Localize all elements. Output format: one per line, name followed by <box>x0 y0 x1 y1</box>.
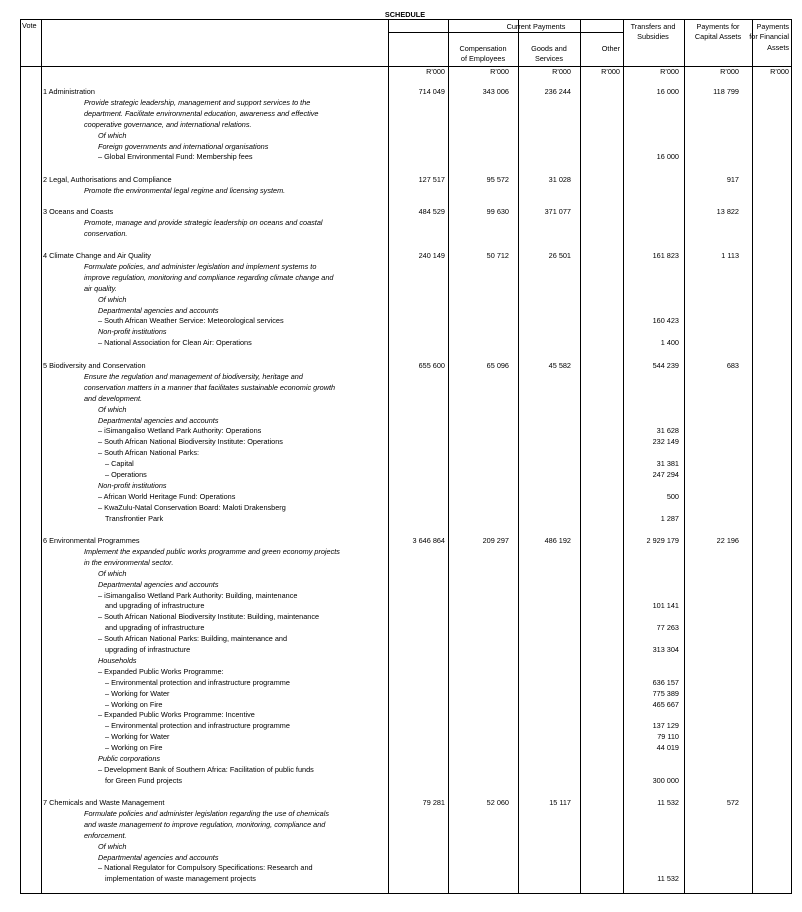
compensation-value: 343 006 <box>482 87 509 96</box>
detail-line: – iSimangaliso Wetland Park Authority: Operations <box>98 426 262 436</box>
compensation-value: 99 630 <box>486 207 509 216</box>
vote-total: 127 517 <box>418 175 445 184</box>
unit-label: R'000 <box>720 67 739 76</box>
vote-purpose: Implement the expanded public works programme and green economy projects <box>84 546 340 556</box>
unit-label: R'000 <box>552 67 571 76</box>
vote-name: 1 Administration <box>43 87 95 96</box>
vote-total: 655 600 <box>418 361 445 370</box>
detail-value: 16 000 <box>656 152 679 162</box>
detail-line: Departmental agencies and accounts <box>98 579 219 589</box>
goods-value: 26 501 <box>548 251 571 260</box>
vote-purpose: enforcement. <box>84 830 127 840</box>
vote-total: 79 281 <box>422 798 445 807</box>
detail-line: Of which <box>98 294 127 304</box>
detail-line: – KwaZulu-Natal Conservation Board: Maloti Drakensberg <box>98 502 286 512</box>
transfers-header: Transfers and <box>630 22 676 31</box>
detail-line: – Working for Water <box>105 688 170 698</box>
compensation-value: 52 060 <box>486 798 509 807</box>
capital-value: 118 799 <box>713 87 739 96</box>
detail-line: – Expanded Public Works Programme: <box>98 666 224 676</box>
transfers-value: 2 929 179 <box>646 536 679 545</box>
vote-purpose: Promote, manage and provide strategic leadership on oceans and coastal <box>84 217 323 227</box>
unit-label: R'000 <box>601 67 620 76</box>
vote-total: 484 529 <box>418 207 445 216</box>
financial-header: Payments <box>756 22 789 31</box>
detail-value: 1 287 <box>660 513 679 523</box>
unit-label: R'000 <box>490 67 509 76</box>
compensation-value: 209 297 <box>482 536 509 545</box>
detail-line: – South African National Biodiversity Institute: Operations <box>98 437 283 447</box>
column-divider-1 <box>41 19 42 893</box>
vote-name: 3 Oceans and Coasts <box>43 207 114 216</box>
capital-header: Payments for <box>696 22 740 31</box>
vote-purpose: and development. <box>84 393 143 403</box>
schedule-title: SCHEDULE <box>384 10 426 19</box>
detail-line: – South African National Parks: Building, maintenance and <box>98 634 288 644</box>
vote-name: 4 Climate Change and Air Quality <box>43 251 151 260</box>
detail-line: and upgrading of infrastructure <box>105 601 205 611</box>
column-divider-6 <box>623 19 624 893</box>
detail-line: Departmental agencies and accounts <box>98 415 219 425</box>
vote-purpose: and waste management to improve regulation, monitoring, compliance and <box>84 819 326 829</box>
goods-value: 371 077 <box>544 207 571 216</box>
detail-line: – National Association for Clean Air: Operations <box>98 338 252 348</box>
detail-value: 160 423 <box>652 316 679 326</box>
capital-value: 917 <box>726 175 739 184</box>
capital-value: 572 <box>726 798 739 807</box>
goods-value: 45 582 <box>548 361 571 370</box>
detail-value: 247 294 <box>652 470 679 479</box>
vote-purpose: department. Facilitate environmental education, awareness and effective <box>84 108 319 118</box>
detail-line: – Expanded Public Works Programme: Incentive <box>98 710 255 720</box>
detail-value: 44 019 <box>656 743 679 753</box>
detail-value: 31 381 <box>656 459 679 469</box>
detail-line: Of which <box>98 404 127 414</box>
vote-name: 7 Chemicals and Waste Management <box>43 798 165 807</box>
detail-value: 11 532 <box>657 874 679 884</box>
vote-name: 5 Biodiversity and Conservation <box>43 361 146 370</box>
column-divider-8 <box>752 19 753 893</box>
goods-header: Goods and <box>531 44 567 53</box>
detail-line: Non-profit institutions <box>98 480 167 490</box>
unit-label: R'000 <box>770 67 789 76</box>
column-divider-2 <box>388 19 389 893</box>
column-divider-0 <box>20 19 21 893</box>
detail-value: 137 129 <box>652 721 679 731</box>
vote-purpose: conservation. <box>84 228 128 238</box>
detail-value: 500 <box>666 491 679 501</box>
vote-purpose: cooperative governance, and international relations. <box>84 119 252 129</box>
detail-value: 77 263 <box>656 623 679 633</box>
vote-purpose: air quality. <box>84 283 117 293</box>
vote-total: 240 149 <box>418 251 445 260</box>
detail-line: – Working on Fire <box>105 699 163 709</box>
detail-line: – South African Weather Service: Meteorological services <box>98 316 284 326</box>
detail-value: 79 110 <box>657 732 679 742</box>
unit-label: R'000 <box>426 67 445 76</box>
vote-purpose: Formulate policies, and administer legislation and implement systems to <box>84 261 317 271</box>
detail-line: – Working for Water <box>105 732 170 742</box>
detail-line: Departmental agencies and accounts <box>98 305 219 315</box>
capital-value: 13 822 <box>716 207 739 216</box>
column-divider-5 <box>580 19 581 893</box>
detail-line: Public corporations <box>98 754 161 763</box>
vote-purpose: in the environmental sector. <box>84 557 174 567</box>
goods-value: 31 028 <box>548 175 571 184</box>
detail-line: – iSimangaliso Wetland Park Authority: Building, maintenance <box>98 590 298 600</box>
detail-line: – Global Environmental Fund: Membership fees <box>98 152 253 162</box>
vote-total: 714 049 <box>418 87 445 96</box>
unit-label: R'000 <box>660 67 679 76</box>
other-header: Other <box>601 44 620 53</box>
detail-value: 775 389 <box>652 688 679 698</box>
detail-line: Of which <box>98 841 127 851</box>
table-bottom-border <box>20 893 792 894</box>
goods-value: 236 244 <box>544 87 571 96</box>
table-top-border <box>20 19 792 20</box>
transfers-value: 16 000 <box>656 87 679 96</box>
detail-value: 300 000 <box>652 775 679 785</box>
vote-purpose: conservation matters in a manner that facilitates sustainable economic growth <box>84 382 336 392</box>
detail-line: – South African National Parks: <box>98 448 199 458</box>
transfers-value: 11 532 <box>657 798 679 807</box>
financial-header: for Financial <box>749 32 789 41</box>
goods-value: 15 117 <box>549 798 571 807</box>
detail-line: upgrading of infrastructure <box>105 645 191 654</box>
detail-value: 31 628 <box>656 426 679 436</box>
vote-purpose: Formulate policies and administer legislation regarding the use of chemicals <box>84 808 329 818</box>
column-divider-3 <box>448 19 449 893</box>
column-divider-4 <box>518 19 519 893</box>
detail-line: Foreign governments and international organisations <box>98 141 269 151</box>
transfers-value: 544 239 <box>652 361 679 370</box>
transfers-value: 161 823 <box>652 251 679 260</box>
capital-value: 22 196 <box>716 536 739 545</box>
current-payments-header: Current Payments <box>506 22 566 31</box>
current-payments-underline <box>388 32 623 33</box>
vote-name: 6 Environmental Programmes <box>43 536 140 545</box>
detail-line: Non-profit institutions <box>98 327 167 337</box>
compensation-header: of Employees <box>460 54 506 63</box>
column-divider-7 <box>684 19 685 893</box>
transfers-header: Subsidies <box>637 32 669 41</box>
vote-purpose: Ensure the regulation and management of biodiversity, heritage and <box>84 371 303 381</box>
detail-line: – National Regulator for Compulsory Specifications: Research and <box>98 863 313 873</box>
capital-value: 1 113 <box>721 251 739 260</box>
detail-line: – African World Heritage Fund: Operations <box>98 491 236 501</box>
detail-line: Of which <box>98 130 127 140</box>
detail-value: 636 157 <box>652 677 679 687</box>
column-divider-9 <box>791 19 792 893</box>
detail-line: Transfrontier Park <box>105 513 164 523</box>
detail-line: – Capital <box>105 459 134 469</box>
detail-value: 101 141 <box>652 601 679 611</box>
compensation-value: 50 712 <box>486 251 509 260</box>
vote-header: Vote <box>22 21 37 30</box>
detail-value: 1 400 <box>660 338 679 348</box>
goods-value: 486 192 <box>544 536 571 545</box>
detail-line: Departmental agencies and accounts <box>98 852 219 862</box>
vote-purpose: Provide strategic leadership, management and support services to the <box>84 97 311 107</box>
vote-purpose: improve regulation, monitoring and compliance regarding climate change and <box>84 272 334 282</box>
detail-line: – Working on Fire <box>105 743 163 753</box>
vote-total: 3 646 864 <box>412 536 445 545</box>
detail-line: Of which <box>98 568 127 578</box>
detail-value: 465 667 <box>652 699 679 709</box>
detail-line: for Green Fund projects <box>105 775 183 785</box>
detail-line: Households <box>98 655 137 665</box>
compensation-value: 65 096 <box>486 361 509 370</box>
detail-line: – Development Bank of Southern Africa: Facilitation of public funds <box>98 764 314 774</box>
vote-purpose: Promote the environmental legal regime and licensing system. <box>84 185 286 195</box>
capital-header: Capital Assets <box>694 32 742 41</box>
capital-value: 683 <box>726 361 739 370</box>
detail-line: and upgrading of infrastructure <box>105 623 205 633</box>
detail-line: – Environmental protection and infrastructure programme <box>105 677 290 687</box>
detail-line: – South African National Biodiversity Institute: Building, maintenance <box>98 612 320 622</box>
detail-line: – Environmental protection and infrastructure programme <box>105 721 290 731</box>
goods-header: Services <box>535 54 563 63</box>
vote-name: 2 Legal, Authorisations and Compliance <box>43 175 172 184</box>
detail-value: 232 149 <box>652 437 679 447</box>
financial-header: Assets <box>767 43 789 52</box>
detail-line: – Operations <box>105 470 147 479</box>
detail-line: implementation of waste management projects <box>105 874 256 884</box>
compensation-header: Compensation <box>459 44 507 53</box>
detail-value: 313 304 <box>652 645 679 654</box>
compensation-value: 95 572 <box>486 175 509 184</box>
